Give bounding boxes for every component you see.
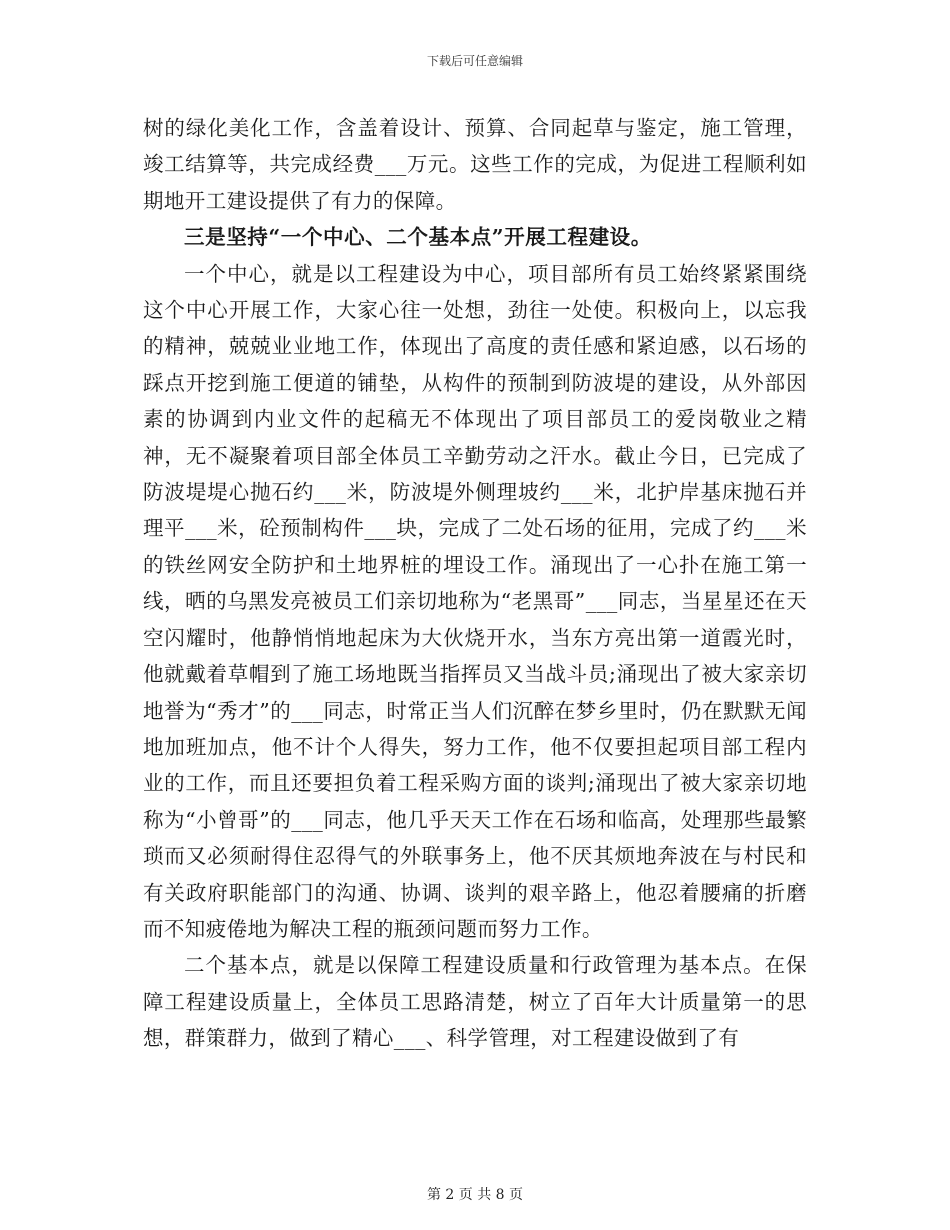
paragraph-one-center: 一个中心，就是以工程建设为中心，项目部所有员工始终紧紧围绕这个中心开展工作，大家心往一处想，劲往一处使。积极向上，以忘我的精神，兢兢业业地工作，体现出了高度的责任感和紧迫感，以石场的踩点开挖到施工便道的铺垫，从构件的预制到防波堤的建设，从外部因素的协调到内业文件的起稿无不体现出了项目部员工的爱岗敬业之精神，无不凝聚着项目部全体员工辛勤劳动之汗水。截止今日，已完成了防波堤堤心抛石约___米，防波堤外侧理坡约___米，北护岸基床抛石并理平___米，砼预制构件___块，完成了二处石场的征用，完成了约___米的铁丝网安全防护和土地界桩的埋设工作。涌现出了一心扑在施工第一线，晒的乌黑发亮被员工们亲切地称为“老黑哥”___同志，当星星还在天空闪耀时，他静悄悄地起床为大伙烧开水，当东方亮出第一道霞光时，他就戴着草帽到了施工场地既当指挥员又当战斗员;涌现出了被大家亲切地誉为“秀才”的___同志，时常正当人们沉醉在梦乡里时，仍在默默无闻地加班加点，他不计个人得失，努力工作，他不仅要担起项目部工程内业的工作，而且还要担负着工程采购方面的谈判;涌现出了被大家亲切地称为“小曾哥”的___同志，他几乎天天工作在石场和临高，处理那些最繁琐而又必须耐得住忍得气的外联事务上，他不厌其烦地奔波在与村民和有关政府职能部门的沟通、协调、谈判的艰辛路上，他忍着腰痛的折磨而不知疲倦地为解决工程的瓶颈问题而努力工作。 (143, 261, 807, 941)
section-heading: 三是坚持“一个中心、二个基本点”开展工程建设。 (184, 225, 652, 250)
paragraph-two-basic-points: 二个基本点，就是以保障工程建设质量和行政管理为基本点。在保障工程建设质量上，全体员工思路清楚，树立了百年大计质量第一的思想，群策群力，做到了精心___、科学管理，对工程建设做到了有 (143, 953, 807, 1051)
page-header: 下载后可任意编辑 (426, 54, 523, 68)
paragraph-continuation: 树的绿化美化工作，含盖着设计、预算、合同起草与鉴定，施工管理，竣工结算等，共完成经费___万元。这些工作的完成，为促进工程顺利如期地开工建设提供了有力的保障。 (143, 116, 807, 213)
page-number: 第 2 页 共 8 页 (426, 1187, 524, 1203)
document-body (143, 110, 807, 1057)
